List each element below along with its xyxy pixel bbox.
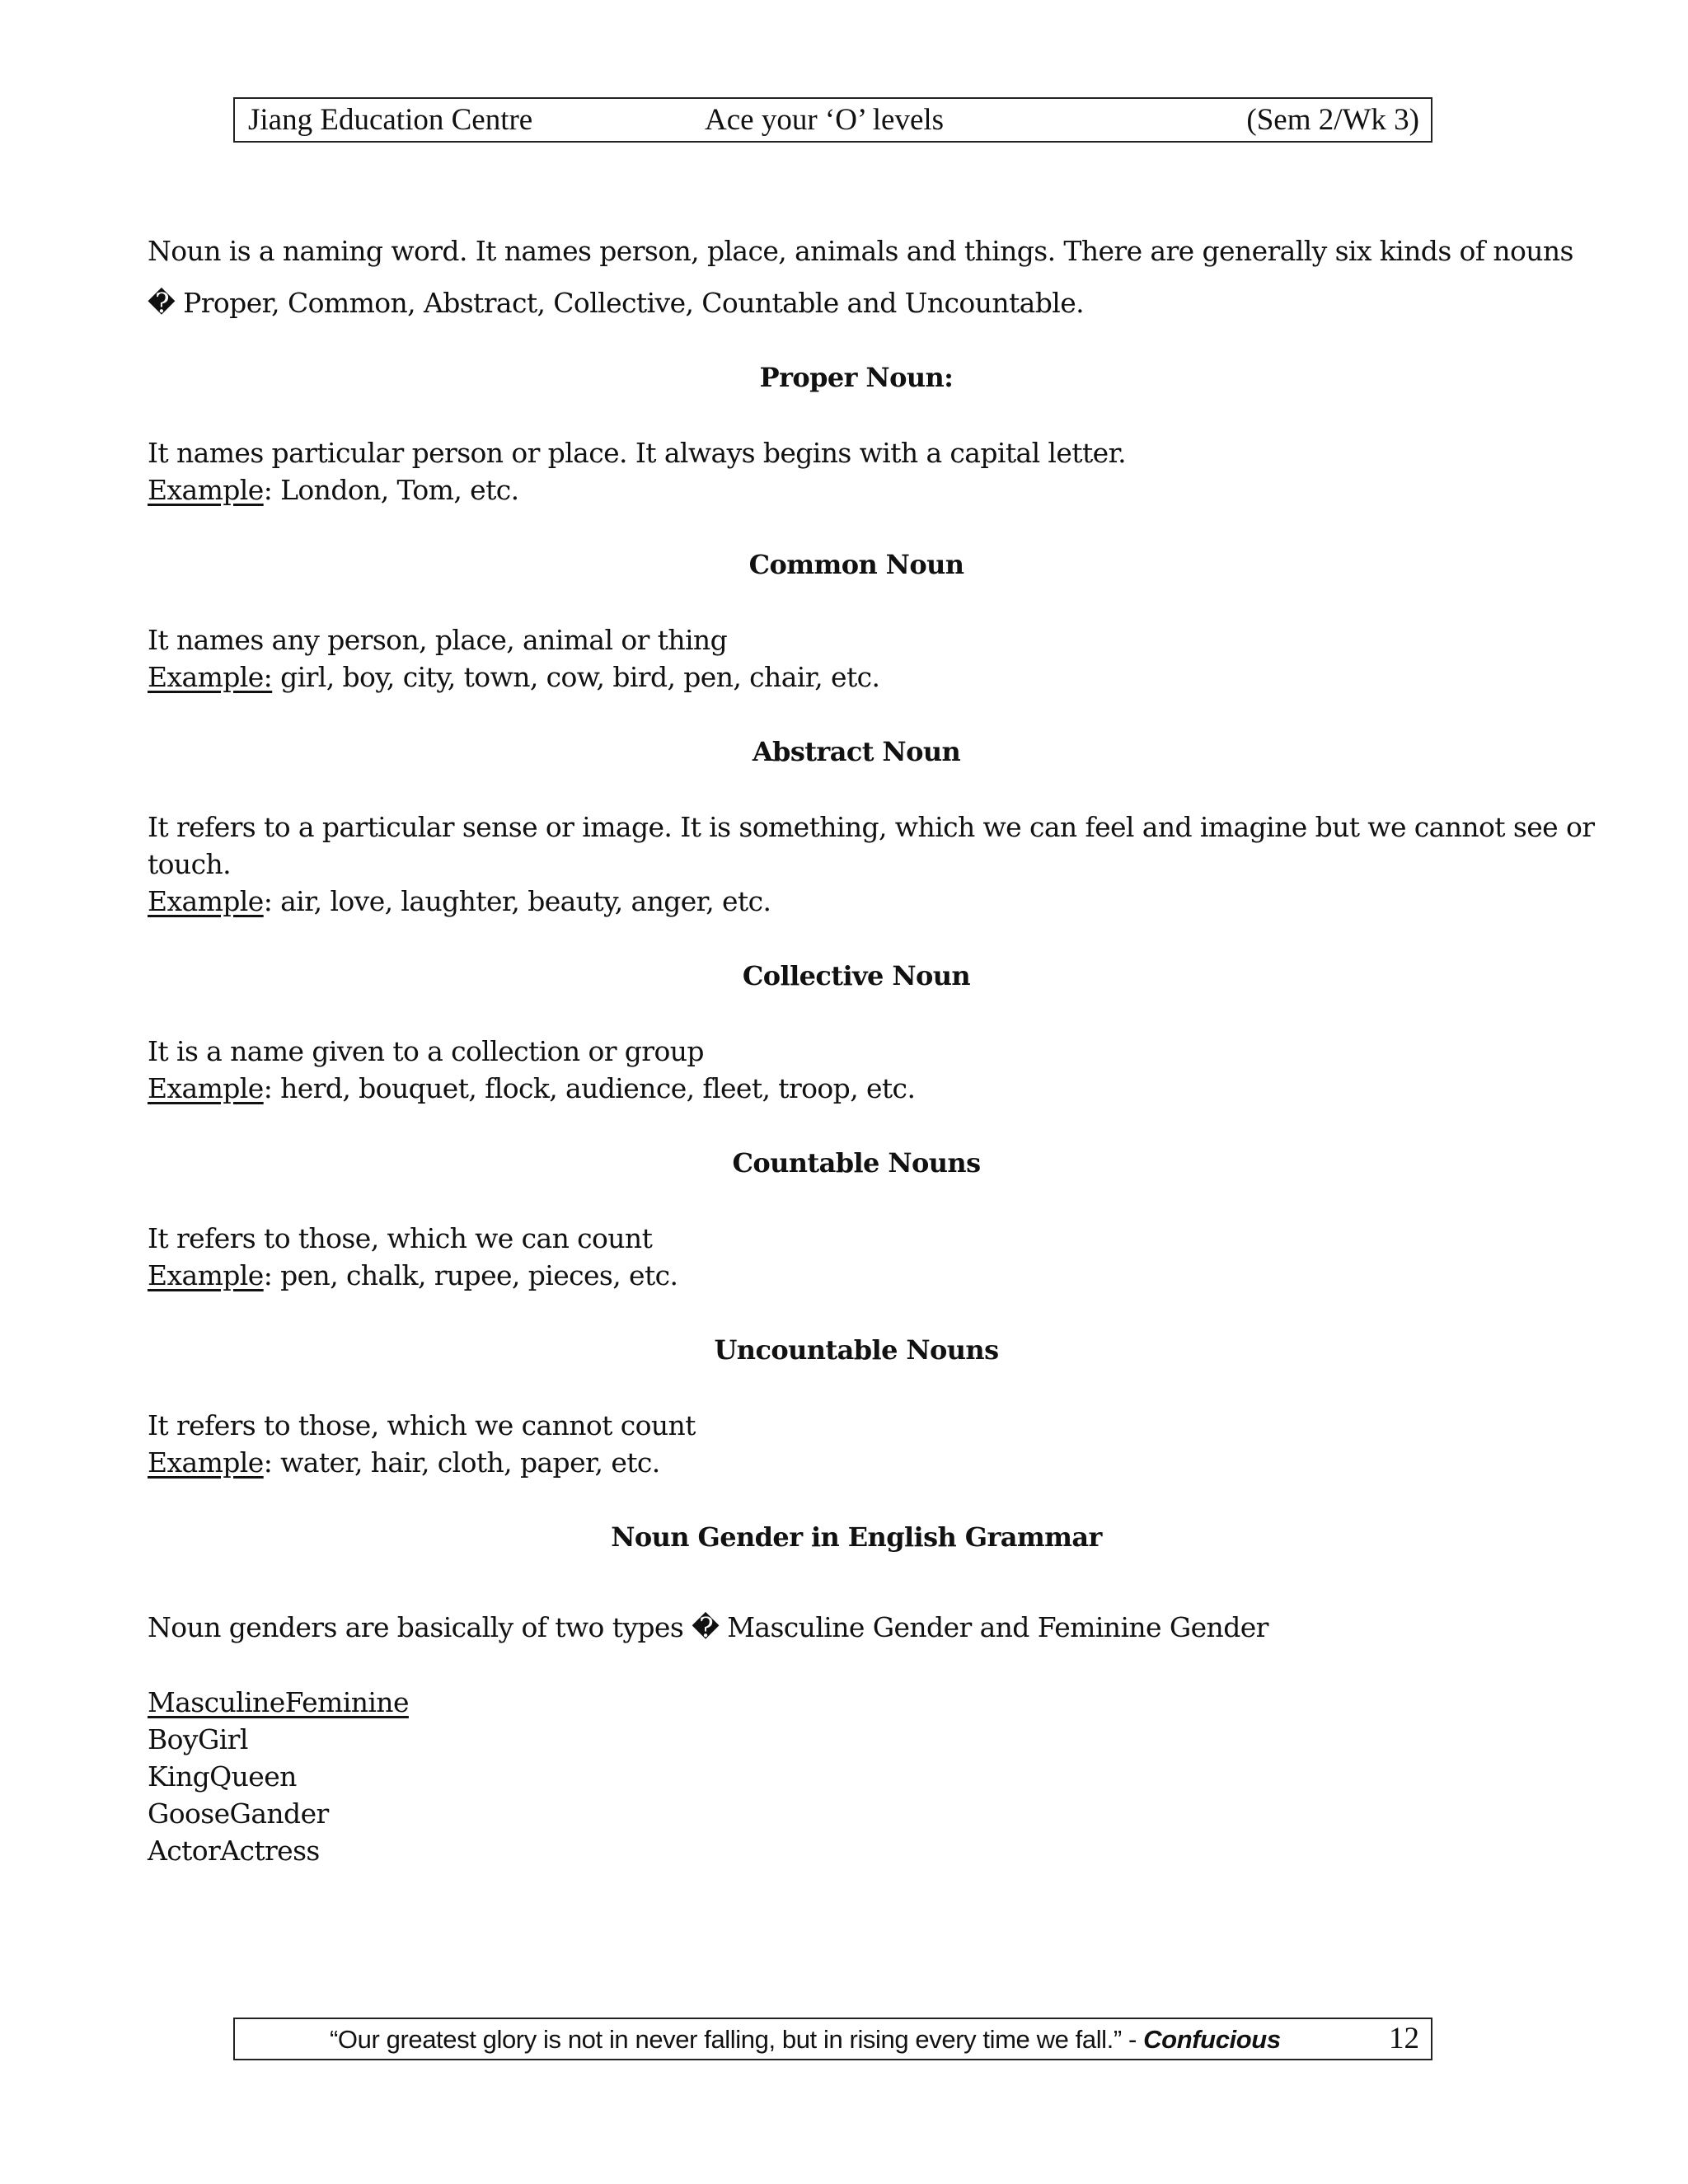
page-footer (233, 2018, 1432, 2060)
proper-noun-heading: Proper Noun: (759, 362, 954, 393)
example-label: Example (148, 1446, 264, 1479)
header-semester-week: (Sem 2/Wk 3) (1246, 103, 1419, 137)
countable-nouns-definition: It refers to those, which we can count (148, 1222, 653, 1254)
intro-paragraph (148, 232, 1573, 321)
gender-table-header: MasculineFeminine (148, 1686, 409, 1718)
intro-line-2: � Proper, Common, Abstract, Collective, Countable and Uncountable. (148, 287, 1085, 319)
abstract-noun-heading: Abstract Noun (752, 736, 961, 767)
example-label: Example (148, 885, 264, 917)
collective-noun-heading: Collective Noun (742, 960, 971, 991)
abstract-noun-example-text: : air, love, laughter, beauty, anger, etc. (263, 885, 771, 917)
page-header (233, 97, 1432, 143)
countable-nouns-heading: Countable Nouns (732, 1147, 981, 1179)
uncountable-nouns-definition: It refers to those, which we cannot count (148, 1409, 696, 1441)
proper-noun-definition: It names particular person or place. It always begins with a capital letter. (148, 437, 1127, 469)
collective-noun-example-text: : herd, bouquet, flock, audience, fleet, troop, etc. (263, 1072, 916, 1104)
abstract-noun-definition-line-1: It refers to a particular sense or image. It is something, which we can feel and imagine but we cannot see or (148, 811, 1595, 843)
header-tagline: Ace your ‘O’ levels (705, 103, 945, 137)
gender-row: ActorActress (148, 1835, 320, 1867)
collective-noun-example (148, 1070, 1565, 1107)
uncountable-nouns-heading: Uncountable Nouns (714, 1334, 999, 1366)
header-school-name: Jiang Education Centre (248, 103, 533, 137)
collective-noun-definition: It is a name given to a collection or group (148, 1035, 704, 1067)
footer-quote-text: “Our greatest glory is not in never falling, but in rising every time we fall.” - (330, 2025, 1144, 2054)
proper-noun-example (148, 471, 1565, 509)
noun-gender-definition: Noun genders are basically of two types � Masculine Gender and Feminine Gender (148, 1611, 1268, 1643)
example-label: Example (148, 1072, 264, 1104)
common-noun-example (148, 658, 1565, 696)
common-noun-definition: It names any person, place, animal or thing (148, 624, 728, 656)
noun-gender-heading: Noun Gender in English Grammar (611, 1521, 1102, 1553)
example-label: Example: (148, 661, 273, 693)
abstract-noun-example (148, 883, 1565, 920)
uncountable-nouns-example-text: : water, hair, cloth, paper, etc. (263, 1446, 660, 1479)
document-body (148, 232, 1595, 1869)
gender-row: GooseGander (148, 1797, 329, 1830)
uncountable-nouns-example (148, 1444, 1565, 1481)
example-label: Example (148, 474, 264, 506)
gender-row: KingQueen (148, 1760, 297, 1793)
common-noun-heading: Common Noun (748, 549, 964, 580)
countable-nouns-example-text: : pen, chalk, rupee, pieces, etc. (263, 1259, 678, 1291)
intro-line-1: Noun is a naming word. It names person, place, animals and things. There are generally six kinds of nouns (148, 235, 1573, 267)
footer-quote (330, 2022, 1281, 2057)
footer-quote-author: Confucious (1143, 2025, 1281, 2054)
proper-noun-example-text: : London, Tom, etc. (263, 474, 519, 506)
abstract-noun-definition-line-2: touch. (148, 848, 232, 880)
gender-row: BoyGirl (148, 1723, 248, 1755)
countable-nouns-example (148, 1257, 1565, 1294)
example-label: Example (148, 1259, 264, 1291)
common-noun-example-text: girl, boy, city, town, cow, bird, pen, chair, etc. (272, 661, 880, 693)
page-number: 12 (1389, 2022, 1419, 2055)
